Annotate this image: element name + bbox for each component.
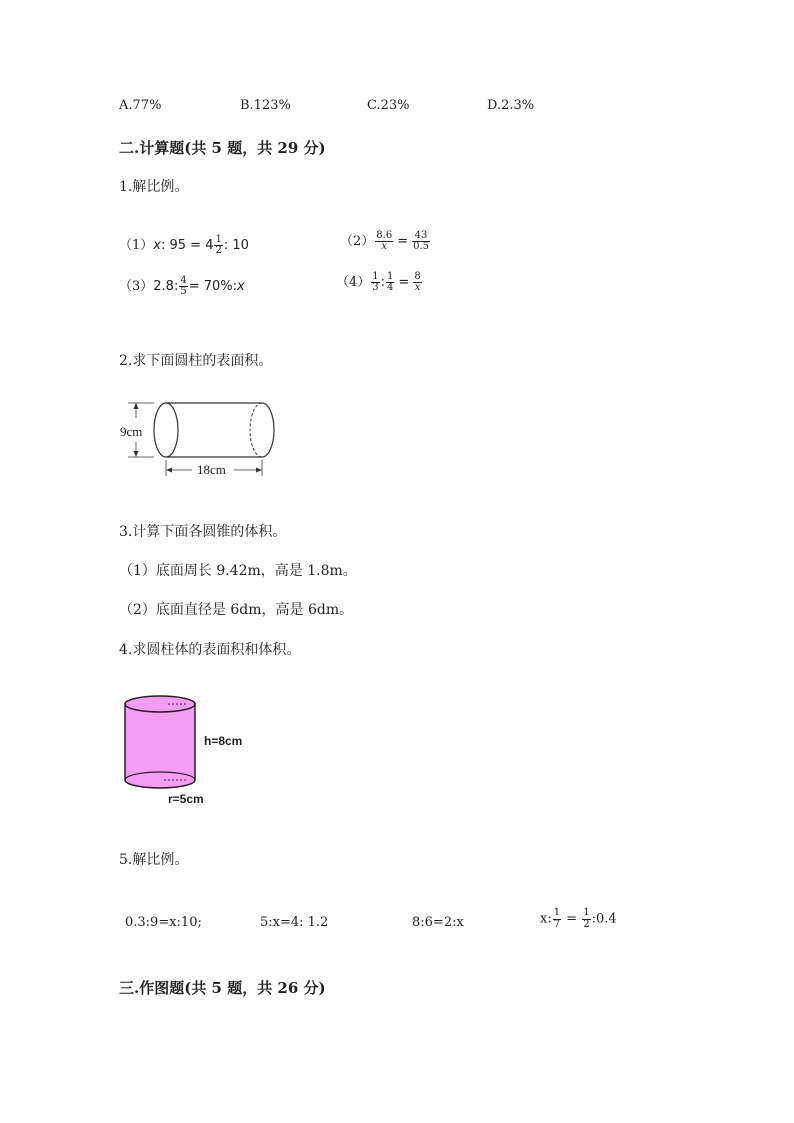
q1-problem-2 bbox=[340, 230, 431, 253]
fraction-numerator: 1 bbox=[387, 270, 394, 282]
q5-e4-fraction-1 bbox=[553, 908, 561, 930]
q1-p4-fraction-3 bbox=[413, 272, 421, 294]
fraction-numerator: 8.6 bbox=[376, 229, 393, 241]
fraction-denominator: 3 bbox=[372, 282, 379, 293]
fraction-denominator: x bbox=[381, 241, 388, 252]
q1-title: 1.解比例。 bbox=[119, 179, 189, 195]
fraction-numerator: 1 bbox=[553, 907, 561, 918]
q1-p2-fraction-right bbox=[412, 231, 430, 253]
q1-p3-left: 2.8: bbox=[153, 279, 179, 294]
q1-p4-colon: : bbox=[380, 275, 386, 290]
choice-a: A.77% bbox=[119, 98, 162, 113]
q5-e4-eq: = bbox=[562, 911, 582, 927]
q5-title: 5.解比例。 bbox=[119, 852, 189, 868]
q2-length-label: 18cm bbox=[197, 462, 226, 477]
fraction-numerator: 4 bbox=[180, 274, 187, 286]
choice-d: D.2.3% bbox=[487, 98, 535, 113]
q5-e4-left: x: bbox=[540, 911, 552, 927]
choice-c: C.23% bbox=[367, 98, 410, 113]
cylinder-diagram-pink bbox=[122, 694, 202, 794]
q1-p4-fraction-2 bbox=[386, 272, 394, 294]
q5-equation-2: 5:x=4: 1.2 bbox=[260, 915, 329, 930]
q1-p3-right: = 70%: bbox=[188, 279, 238, 294]
q5-equation-3: 8:6=2:x bbox=[412, 915, 464, 930]
fraction-numerator: 1 bbox=[372, 270, 379, 282]
fraction-denominator: 2 bbox=[583, 918, 590, 930]
section2-title: 二.计算题(共 5 题，共 29 分) bbox=[119, 139, 326, 157]
q5-e4-fraction-2 bbox=[582, 908, 590, 930]
choice-b: B.123% bbox=[240, 98, 291, 113]
q1-p3-fraction bbox=[179, 276, 187, 298]
q3-item-1: （1）底面周长 9.42m，高是 1.8m。 bbox=[119, 563, 357, 579]
section3-title: 三.作图题(共 5 题，共 26 分) bbox=[119, 979, 326, 997]
q1-p4-eq: = bbox=[398, 275, 410, 290]
q5-equation-4 bbox=[540, 908, 617, 930]
fraction-numerator: 8 bbox=[414, 270, 421, 282]
fraction-numerator: 1 bbox=[583, 907, 590, 918]
q1-p2-label: （2） bbox=[340, 234, 375, 249]
q1-p1-var: x bbox=[153, 238, 161, 253]
fraction-numerator: 1 bbox=[215, 233, 222, 245]
q5-equation-1: 0.3:9=x:10; bbox=[125, 915, 202, 930]
fraction-denominator: 5 bbox=[180, 286, 187, 297]
fraction-denominator: 2 bbox=[215, 245, 222, 256]
q1-problem-4 bbox=[336, 271, 423, 294]
q1-p3-label: （3） bbox=[119, 279, 154, 294]
q4-title: 4.求圆柱体的表面积和体积。 bbox=[119, 642, 301, 658]
q5-e4-right: :0.4 bbox=[591, 911, 617, 927]
q1-p2-eq: = bbox=[397, 234, 409, 249]
q1-p4-fraction-1 bbox=[371, 272, 379, 294]
q1-p4-label: （4） bbox=[336, 275, 371, 290]
q1-p1-label: （1） bbox=[119, 238, 154, 253]
q1-p3-var: x bbox=[237, 279, 245, 294]
q4-radius-label: r=5cm bbox=[168, 792, 204, 806]
q2-diameter-label: 9cm bbox=[120, 424, 143, 439]
fraction-denominator: x bbox=[414, 282, 421, 293]
q1-p2-fraction-left bbox=[375, 231, 393, 253]
fraction-denominator: 4 bbox=[387, 282, 394, 293]
q1-p1-fraction bbox=[214, 235, 222, 257]
fraction-denominator: 7 bbox=[553, 918, 561, 930]
q4-height-label: h=8cm bbox=[204, 734, 243, 748]
q2-title: 2.求下面圆柱的表面积。 bbox=[119, 353, 273, 369]
q1-p1-mid: : 95 = 4 bbox=[160, 238, 214, 253]
q1-problem-1 bbox=[119, 234, 249, 257]
q3-title: 3.计算下面各圆锥的体积。 bbox=[119, 524, 287, 540]
fraction-numerator: 43 bbox=[412, 231, 430, 243]
q3-item-2: （2）底面直径是 6dm，高是 6dm。 bbox=[119, 602, 354, 618]
fraction-denominator: 0.5 bbox=[413, 241, 429, 252]
q1-problem-3 bbox=[119, 275, 245, 298]
q1-p1-right: : 10 bbox=[223, 238, 249, 253]
